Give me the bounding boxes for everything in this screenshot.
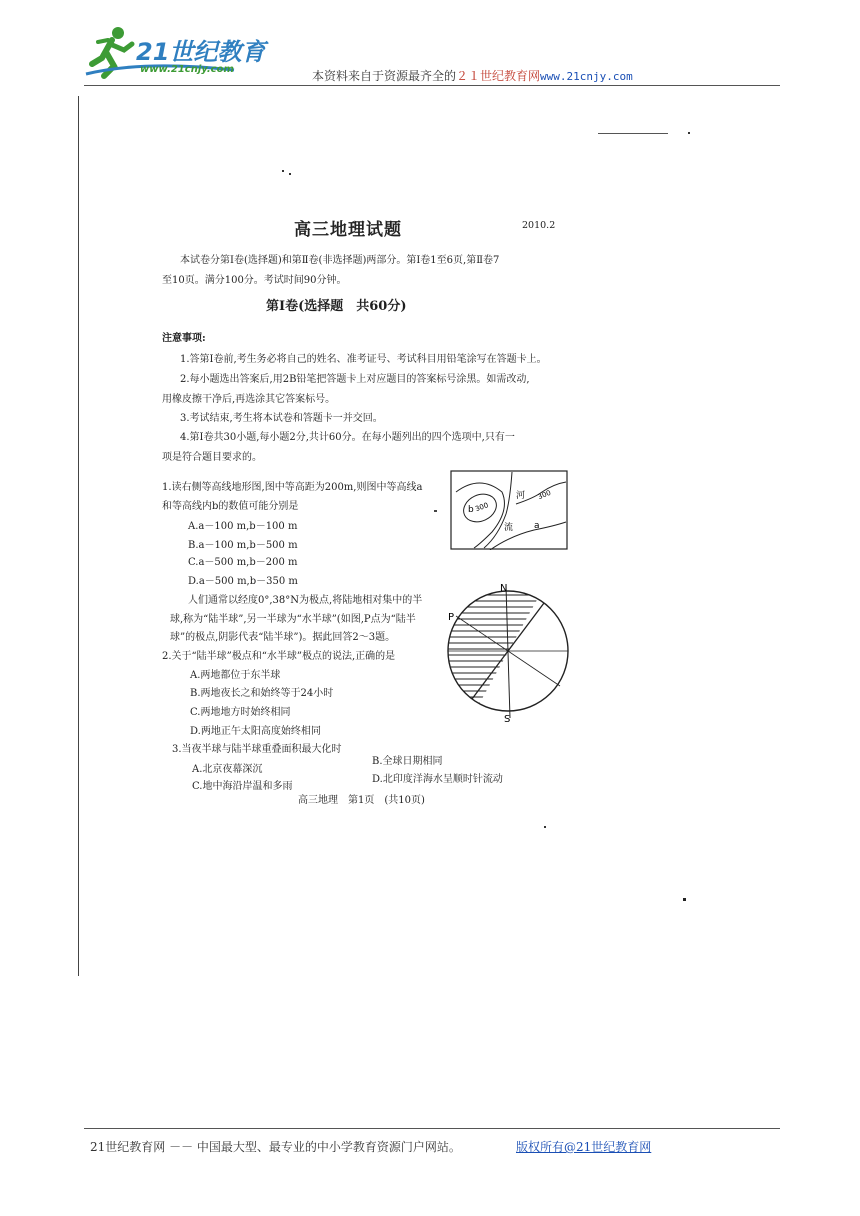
header-site-name: ２１世纪教育网 xyxy=(456,69,541,83)
q2-stem: 2.关于“陆半球”极点和“水半球”极点的说法,正确的是 xyxy=(162,651,396,662)
site-logo xyxy=(84,20,284,82)
note-line: 3.考试结束,考生将本试卷和答题卡一并交回。 xyxy=(180,413,383,424)
q2-option: C.两地地方时始终相同 xyxy=(190,707,291,718)
exam-date: 2010.2 xyxy=(522,220,556,231)
copyright-link[interactable]: 版权所有@21世纪教育网 xyxy=(516,1140,652,1154)
note-line: 用橡皮擦干净后,再选涂其它答案标号。 xyxy=(162,394,336,405)
context-line: 球”的极点,阴影代表“陆半球”)。据此回答2～3题。 xyxy=(170,632,396,643)
q1-stem-line-2: 和等高线内b的数值可能分别是 xyxy=(162,501,299,512)
q2-option: D.两地正午太阳高度始终相同 xyxy=(190,726,321,737)
header-url[interactable]: www.21cnjy.com xyxy=(540,70,633,83)
q3-option: B.全球日期相同 xyxy=(372,756,443,767)
map-label-he: 河 xyxy=(516,491,526,501)
scan-dot xyxy=(434,510,437,512)
globe-label-s: S xyxy=(504,714,511,724)
header-prefix: 本资料来自于资源最齐全的 xyxy=(312,69,457,83)
q3-option: C.地中海沿岸温和多雨 xyxy=(192,781,293,792)
scan-dot xyxy=(688,132,690,134)
map-label-b: b xyxy=(468,505,474,515)
scan-dot xyxy=(683,898,686,901)
contour-map xyxy=(450,470,568,550)
intro-line-2: 至10页。满分100分。考试时间90分钟。 xyxy=(162,275,347,286)
map-label-a: a xyxy=(534,521,540,531)
q1-option: A.a－100 m,b－100 m xyxy=(188,521,298,532)
scan-mark-line xyxy=(598,133,668,134)
hemisphere-diagram xyxy=(440,580,580,724)
globe-label-n: N xyxy=(500,583,508,594)
notes-title: 注意事项: xyxy=(162,333,206,344)
note-line: 1.答第Ⅰ卷前,考生务必将自己的姓名、准考证号、考试科目用铅笔涂写在答题卡上。 xyxy=(180,354,547,365)
q2-option: A.两地都位于东半球 xyxy=(190,670,281,681)
q3-option: A.北京夜幕深沉 xyxy=(192,764,263,775)
q1-option: B.a－100 m,b－500 m xyxy=(188,540,298,551)
page-number-footer: 高三地理 第1页 (共10页) xyxy=(298,795,425,806)
footer-divider xyxy=(84,1128,780,1129)
scan-dot xyxy=(289,173,291,175)
scan-dot xyxy=(544,826,546,828)
q2-option: B.两地夜长之和始终等于24小时 xyxy=(190,688,334,699)
q1-option: D.a－500 m,b－350 m xyxy=(188,576,298,587)
context-line: 人们通常以经度0°,38°N为极点,将陆地相对集中的半 xyxy=(188,595,423,606)
note-line: 4.第Ⅰ卷共30小题,每小题2分,共计60分。在每小题列出的四个选项中,只有一 xyxy=(180,432,515,443)
logo-url: www.21cnjy.com xyxy=(140,64,234,75)
map-label-300-right: 300 xyxy=(536,488,553,502)
scan-dot xyxy=(282,170,284,172)
q3-option: D.北印度洋海水呈顺时针流动 xyxy=(372,774,503,785)
globe-label-p: P xyxy=(448,612,455,623)
header-note xyxy=(312,67,633,84)
header-divider xyxy=(84,85,780,86)
map-label-liu: 流 xyxy=(504,523,514,533)
footer-text: 21世纪教育网 －－ 中国最大型、最专业的中小学教育资源门户网站。 xyxy=(90,1140,461,1154)
note-line: 2.每小题选出答案后,用2B铅笔把答题卡上对应题目的答案标号涂黑。如需改动, xyxy=(180,374,530,385)
context-line: 球,称为“陆半球”,另一半球为“水半球”(如图,P点为“陆半 xyxy=(170,614,416,625)
note-line: 项是符合题目要求的。 xyxy=(162,452,262,463)
scan-edge xyxy=(78,96,79,976)
intro-line-1: 本试卷分第Ⅰ卷(选择题)和第Ⅱ卷(非选择题)两部分。第Ⅰ卷1至6页,第Ⅱ卷7 xyxy=(180,255,500,266)
q1-option: C.a－500 m,b－200 m xyxy=(188,557,298,568)
q3-stem: 3.当夜半球与陆半球重叠面积最大化时 xyxy=(172,744,342,755)
q1-stem-line-1: 1.读右侧等高线地形图,图中等高距为200m,则图中等高线a xyxy=(162,482,423,493)
section-title: 第Ⅰ卷(选择题 共60分) xyxy=(266,299,407,314)
map-label-300-inner: 300 xyxy=(474,501,490,514)
exam-title: 高三地理试题 xyxy=(294,220,402,240)
logo-text: 21世纪教育 xyxy=(136,38,266,66)
